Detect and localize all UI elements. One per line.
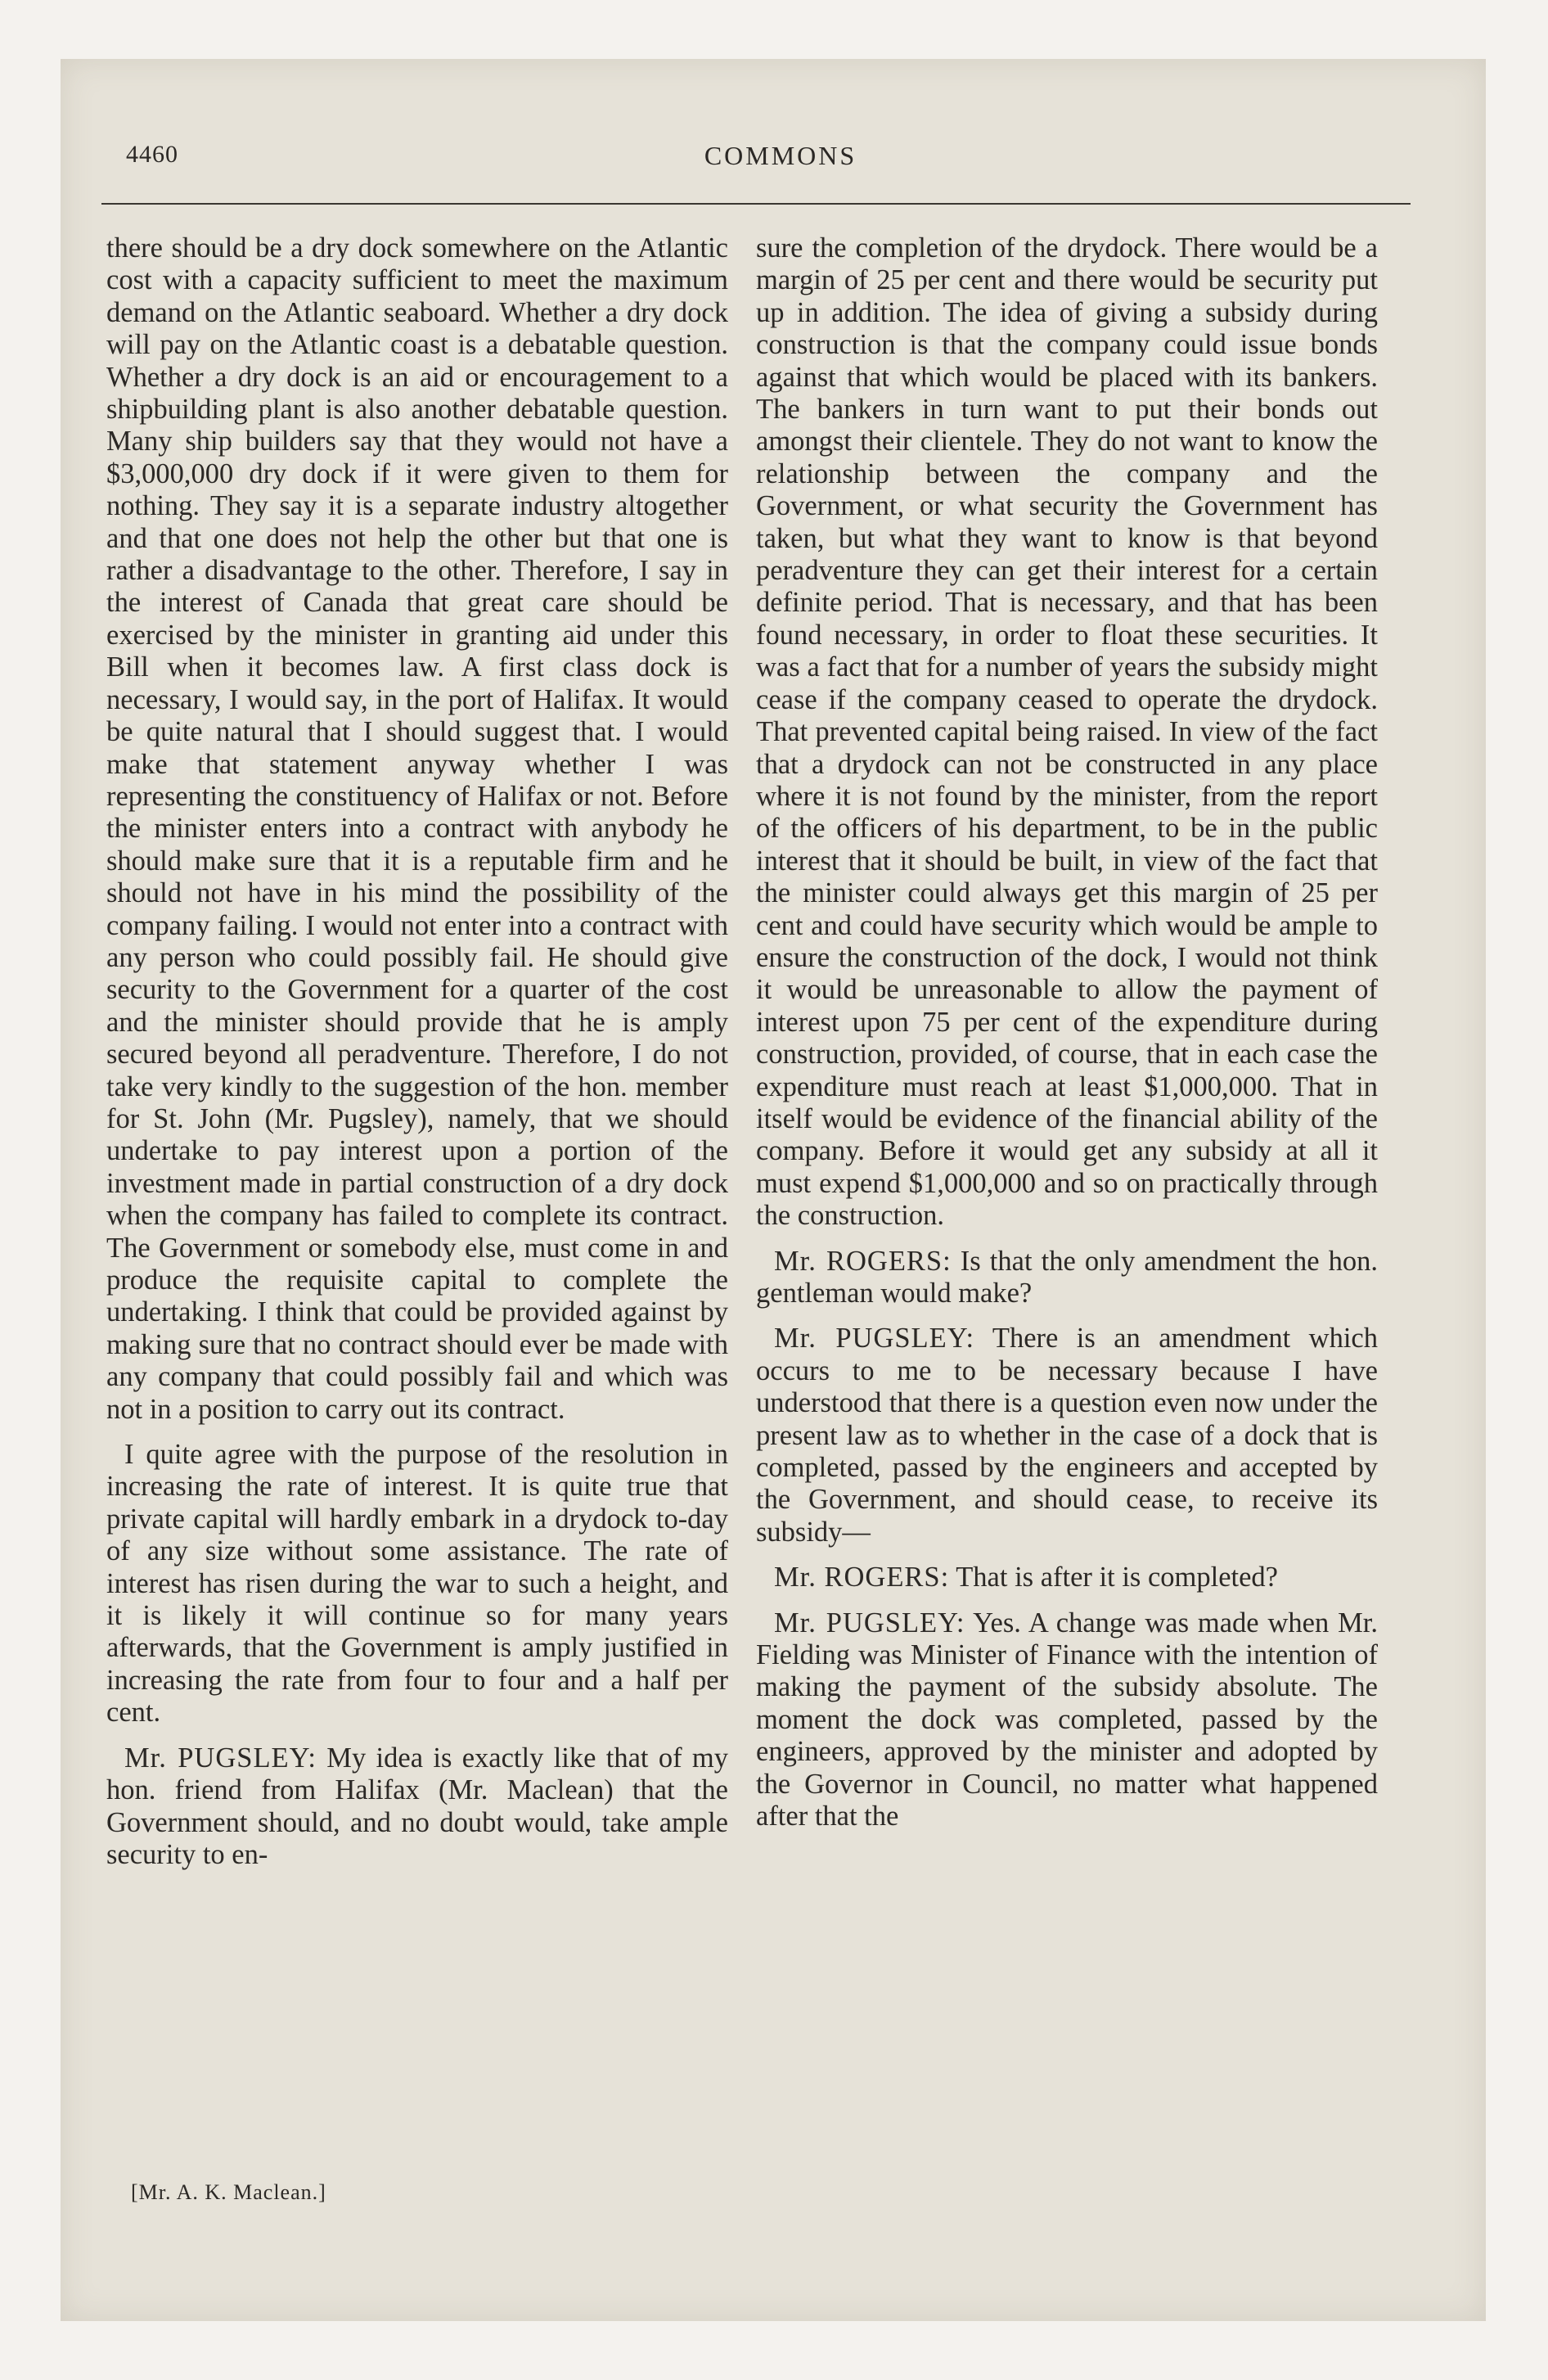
right-column [756, 232, 1378, 1846]
left-column [106, 232, 728, 1884]
running-head: COMMONS [704, 141, 857, 170]
speech-text: Yes. A change was made when Mr. Fielding was Minister of Finance with the intention of making the payment of the subsidy absolute. The moment the dock was completed, passed by the engineers, approved by the minister and adopted by the Governor in Council, no matter what happened after that the [756, 1607, 1378, 1832]
speaker-name: Mr. PUGSLEY: [774, 1607, 965, 1639]
speaker-footer-tag: [Mr. A. K. Maclean.] [131, 2180, 326, 2204]
speaker-name: Mr. PUGSLEY: [774, 1323, 975, 1355]
paragraph: I quite agree with the purpose of the resolution in increasing the rate of interest. It is quite true that private capital will hardly embark in a drydock to-day of any size without some assistance. The rate of interest has risen during the war to such a height, and it is likely it will continue so for many years afterwards, that the Government is amply justified in increasing the rate from four to four and a half per cent. [106, 1439, 728, 1729]
page-header [126, 141, 1435, 174]
speech-paragraph [756, 1246, 1378, 1310]
speaker-name: Mr. ROGERS: [774, 1562, 950, 1593]
page-number: 4460 [126, 141, 178, 168]
speech-paragraph [756, 1323, 1378, 1548]
speech-text: My idea is exactly like that of my hon. friend from Halifax (Mr. Maclean) that the Government should, and no doubt would, take ample security to en- [106, 1742, 729, 1870]
scanned-page [61, 59, 1486, 2321]
speech-paragraph [756, 1607, 1378, 1833]
speech-paragraph [756, 1562, 1378, 1593]
speaker-name: Mr. ROGERS: [774, 1245, 952, 1277]
paragraph: sure the completion of the drydock. There would be a margin of 25 per cent and there would be security put up in addition. The idea of giving a subsidy during construction is that the company could issue bonds against that which would be placed with its bankers. The bankers in turn want to put their bonds out amongst their clientele. They do not want to know the relationship between the company and the Government, or what security the Government has taken, but what they want to know is that beyond peradventure they can get their interest for a certain definite period. That is necessary, and that has been found necessary, in order to float these securities. It was a fact that for a number of years the subsidy might cease if the company ceased to operate the drydock. That prevented capital being raised. In view of the fact that a drydock can not be constructed in any place where it is not found by the minister, from the report of the officers of his department, to be in the public interest that it should be built, in view of the fact that the minister could always get this margin of 25 per cent and could have security which would be ample to ensure the construction of the dock, I would not think it would be unreasonable to allow the payment of interest upon 75 per cent of the expenditure during construction, provided, of course, that in each case the expenditure must reach at least $1,000,000. That in itself would be evidence of the financial ability of the company. Before it would get any subsidy at all it must expend $1,000,000 and so on practically through the construction. [756, 232, 1378, 1232]
speech-text: There is an amendment which occurs to me to be necessary because I have understood that there is a question even now under the present law as to whether in the case of a dock that is completed, passed by the engineers and accepted by the Government, and should cease, to receive its subsidy— [756, 1323, 1378, 1548]
speech-paragraph [106, 1742, 728, 1872]
speech-text: That is after it is completed? [956, 1562, 1278, 1593]
speech-text: Is that the only amendment the hon. gentleman would make? [756, 1245, 1378, 1309]
speaker-name: Mr. PUGSLEY: [124, 1742, 317, 1774]
header-rule [101, 203, 1411, 205]
paragraph: there should be a dry dock somewhere on the Atlantic cost with a capacity sufficient to meet the maximum demand on the Atlantic seaboard. Whether a dry dock will pay on the Atlantic coast is a debatable question. Whether a dry dock is an aid or encouragement to a shipbuilding plant is also another debatable question. Many ship builders say that they would not have a $3,000,000 dry dock if it were given to them for nothing. They say it is a separate industry altogether and that one does not help the other but that one is rather a disadvantage to the other. Therefore, I say in the interest of Canada that great care should be exercised by the minister in granting aid under this Bill when it becomes law. A first class dock is necessary, I would say, in the port of Halifax. It would be quite natural that I should suggest that. I would make that statement anyway whether I was representing the constituency of Halifax or not. Before the minister enters into a contract with anybody he should make sure that it is a reputable firm and he should not have in his mind the possibility of the company failing. I would not enter into a contract with any person who could possibly fail. He should give security to the Government for a quarter of the cost and the minister should provide that he is amply secured beyond all peradventure. Therefore, I do not take very kindly to the suggestion of the hon. member for St. John (Mr. Pugsley), namely, that we should undertake to pay interest upon a portion of the investment made in partial construction of a dry dock when the company has failed to complete its contract. The Government or somebody else, must come in and produce the requisite capital to complete the undertaking. I think that could be provided against by making sure that no contract should ever be made with any company that could possibly fail and which was not in a position to carry out its contract. [106, 232, 728, 1425]
